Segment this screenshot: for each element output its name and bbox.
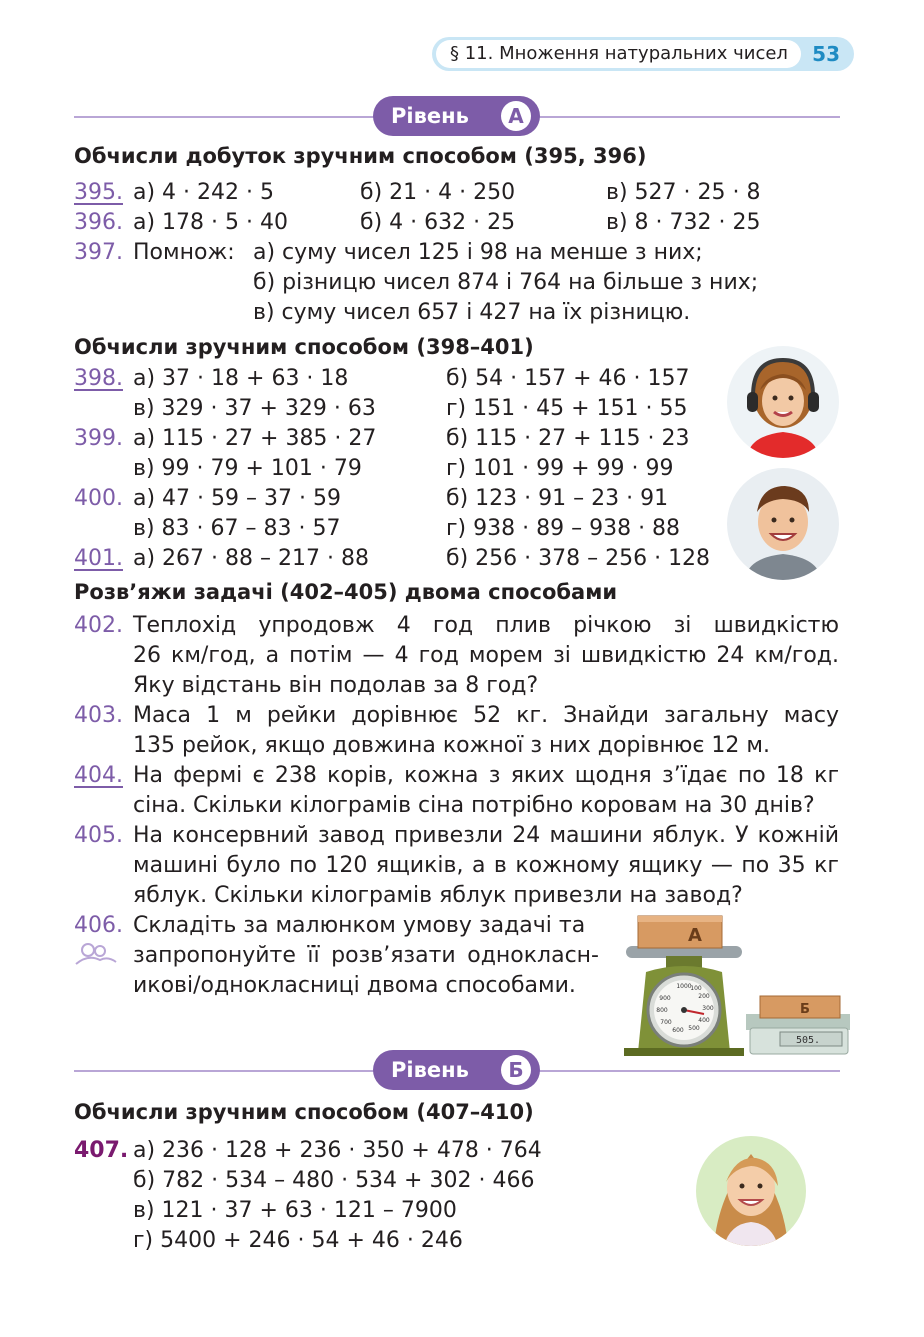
girl-with-headphones-photo [727,346,839,458]
problem-405-line-3: яблук. Скільки кілограмів яблук привезли на завод? [133,883,743,908]
problem-400-b: б) 123 · 91 – 23 · 91 [446,486,669,511]
problem-405-line-1: На консервний завод привезли 24 машини яблук. У кожній [133,823,839,848]
level-a-badge [373,96,540,136]
problem-406-line-2: запропонуйте її розв’язати однокласн- [133,943,599,968]
running-header [432,37,854,71]
problem-406-text [133,911,599,1001]
problem-395-b: б) 21 · 4 · 250 [360,180,516,205]
pair-work-icon [74,942,118,966]
dial-label-1000: 1000 [676,983,692,990]
smiling-girl-photo [696,1136,806,1246]
problem-407-number: 407. [74,1138,129,1163]
problem-395-c: в) 527 · 25 · 8 [606,180,761,205]
problem-396-c: в) 8 · 732 · 25 [606,210,761,235]
problem-398-a: а) 37 · 18 + 63 · 18 [133,366,349,391]
problem-397-number: 397. [74,240,123,265]
problem-402-line-1: Теплохід упродовж 4 год плив річкою зі швидкістю [133,613,839,638]
problem-400-d: г) 938 · 89 – 938 · 88 [446,516,681,541]
problem-397-a: а) суму чисел 125 і 98 на менше з них; [253,240,703,265]
problem-407-c: в) 121 · 37 + 63 · 121 – 7900 [133,1198,457,1223]
problem-397-b: б) різницю чисел 874 і 764 на більше з них; [253,270,759,295]
problem-404-number: 404. [74,763,123,788]
level-b-label: Рівень [391,1058,469,1082]
dial-label-200: 200 [698,993,710,1000]
dial-label-300: 300 [702,1005,714,1012]
problem-396-a: а) 178 · 5 · 40 [133,210,288,235]
problem-405-number: 405. [74,823,123,848]
page-number: 53 [812,42,840,66]
level-b-badge [373,1050,540,1090]
boy-photo [727,468,839,580]
problem-399-c: в) 99 · 79 + 101 · 79 [133,456,362,481]
problem-407-b: б) 782 · 534 – 480 · 534 + 302 · 466 [133,1168,535,1193]
section-heading-1: Обчисли добуток зручним способом (395, 396) [74,144,647,168]
problem-402-line-2: 26 км/год, а потім — 4 год морем зі швидкістю 24 км/год. [133,643,839,668]
problem-404-line-1: На фермі є 238 корів, кожна з яких щодня з’їдає по 18 кг [133,763,839,788]
problem-398-d: г) 151 · 45 + 151 · 55 [446,396,688,421]
problem-405-text [133,821,839,911]
problem-406-line-3: икові/однокласниці двома способами. [133,973,576,998]
problem-406-line-1: Складіть за малюнком умову задачі та [133,913,586,938]
dial-label-700: 700 [660,1019,672,1026]
problem-407-d: г) 5400 + 246 · 54 + 46 · 246 [133,1228,463,1253]
problem-401-number: 401. [74,546,123,571]
dial-label-400: 400 [698,1017,710,1024]
dial-label-800: 800 [656,1007,668,1014]
level-b-letter: Б [501,1055,531,1085]
problem-404-text [133,761,839,821]
level-a-letter: А [501,101,531,131]
problem-407-a: а) 236 · 128 + 236 · 350 + 478 · 764 [133,1138,542,1163]
problem-405-line-2: машині було по 120 ящиків, а в кожному ящику — по 35 кг [133,853,839,878]
problem-401-b: б) 256 · 378 – 256 · 128 [446,546,711,571]
scales-illustration [620,912,852,1058]
problem-400-a: а) 47 · 59 – 37 · 59 [133,486,341,511]
problem-403-number: 403. [74,703,123,728]
problem-395-number: 395. [74,180,123,205]
section-title: § 11. Множення натуральних чисел [436,40,801,68]
problem-399-number: 399. [74,426,123,451]
problem-402-text [133,611,839,701]
problem-396-number: 396. [74,210,123,235]
problem-397-intro: Помнож: [133,240,235,265]
problem-403-text [133,701,839,761]
dial-label-100: 100 [690,985,702,992]
problem-398-c: в) 329 · 37 + 329 · 63 [133,396,376,421]
dial-label-900: 900 [659,995,671,1002]
digital-display: 505. [796,1035,821,1046]
problem-397-c: в) суму чисел 657 і 427 на їх різницю. [253,300,691,325]
problem-404-line-2: сіна. Скільки кілограмів сіна потрібно коровам на 30 днів? [133,793,815,818]
section-heading-2: Обчисли зручним способом (398–401) [74,335,534,359]
problem-398-number: 398. [74,366,123,391]
problem-399-b: б) 115 · 27 + 115 · 23 [446,426,690,451]
problem-402-number: 402. [74,613,123,638]
box-a-label: А [688,925,702,946]
level-a-label: Рівень [391,104,469,128]
problem-401-a: а) 267 · 88 – 217 · 88 [133,546,369,571]
section-heading-3: Розв’яжи задачі (402–405) двома способами [74,580,618,604]
dial-label-600: 600 [672,1027,684,1034]
problem-395-a: а) 4 · 242 · 5 [133,180,275,205]
problem-400-number: 400. [74,486,123,511]
problem-400-c: в) 83 · 67 – 83 · 57 [133,516,341,541]
box-b-label: Б [800,1002,810,1017]
problem-403-line-1: Маса 1 м рейки дорівнює 52 кг. Знайди загальну масу [133,703,839,728]
problem-402-line-3: Яку відстань він подолав за 8 год? [133,673,539,698]
problem-398-b: б) 54 · 157 + 46 · 157 [446,366,690,391]
problem-396-b: б) 4 · 632 · 25 [360,210,516,235]
dial-label-500: 500 [688,1025,700,1032]
problem-403-line-2: 135 рейок, якщо довжина кожної з них дорівнює 12 м. [133,733,770,758]
problem-399-a: а) 115 · 27 + 385 · 27 [133,426,377,451]
problem-406-number: 406. [74,913,123,938]
problem-399-d: г) 101 · 99 + 99 · 99 [446,456,674,481]
section-heading-4: Обчисли зручним способом (407–410) [74,1100,534,1124]
